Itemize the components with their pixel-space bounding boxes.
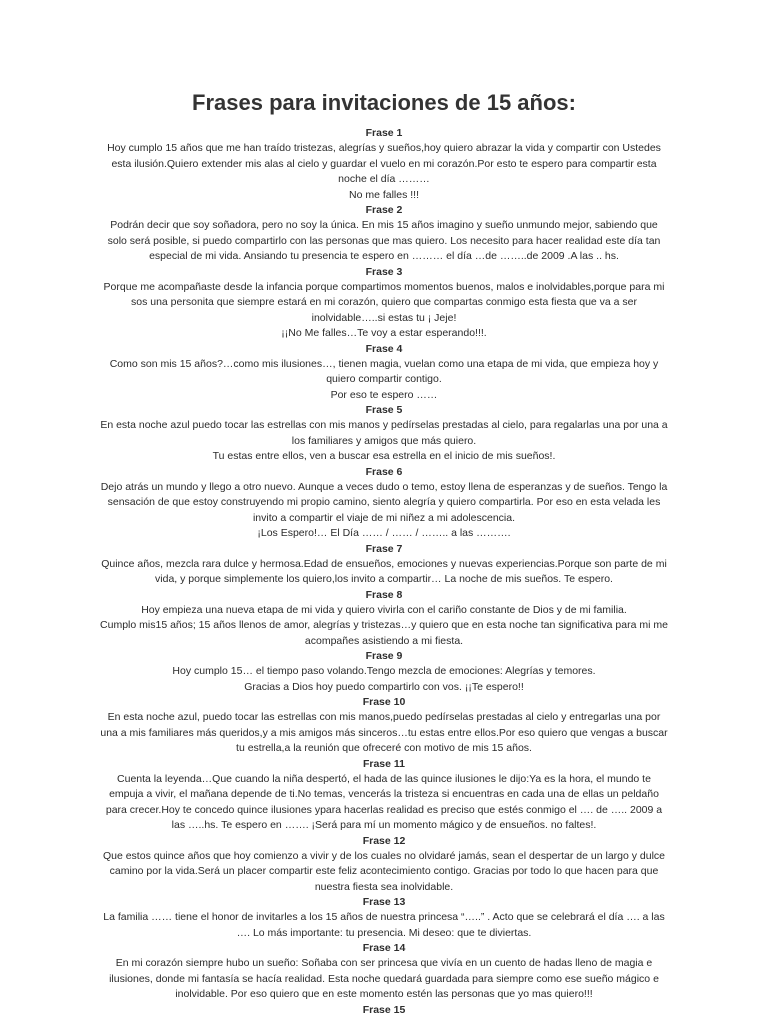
phrase-section xyxy=(100,834,668,896)
phrase-text xyxy=(100,910,668,941)
phrase-heading: Frase 2 xyxy=(365,204,403,216)
phrase-line: Como son mis 15 años?…como mis ilusiones…, tienen magia, vuelan como una etapa de mi vida, que empieza hoy y quiero compartir contigo. xyxy=(109,357,659,385)
phrase-text xyxy=(100,710,668,757)
phrases-list xyxy=(100,126,668,1018)
phrase-line: Hoy empieza una nueva etapa de mi vida y quiero vivirla con el cariño constante de Dios y de mi familia. xyxy=(141,603,627,616)
phrase-line: En mi corazón siempre hubo un sueño: Soñaba con ser princesa que vivía en un cuento de hadas lleno de magia e ilusiones, donde mi fantasía se hacía realidad. Esta noche quedará guardada para siempre como ese sueño mágico e inolvidable. Por eso quiero que en este momento estén las personas que yo mas quiero!!! xyxy=(109,957,659,1000)
phrase-line: Cumplo mis15 años; 15 años llenos de amor, alegrías y tristezas…y quiero que en esta noche tan significativa para mi me acompañes asistiendo a mi fiesta. xyxy=(100,619,668,647)
phrase-section xyxy=(100,1003,668,1018)
phrase-section xyxy=(100,403,668,465)
phrase-text xyxy=(100,603,668,650)
phrase-line: La familia …… tiene el honor de invitarles a los 15 años de nuestra princesa “…..” . Acto que se celebrará el día …. a las …. Lo más importante: tu presencia. Mi deseo: que te diviertas. xyxy=(103,911,665,939)
phrase-section xyxy=(100,895,668,941)
phrase-line: Podrán decir que soy soñadora, pero no soy la única. En mis 15 años imagino y sueño unmundo mejor, sabiendo que solo será posible, si puedo compartirlo con las personas que mas quiero. Los necesito para hacer realidad este día tan especial de mi vida. Ansiando tu presencia te espero en ……… el día …de ……..de 2009 .A las .. hs. xyxy=(107,219,661,262)
phrase-line: ¡Los Espero!… El Día …… / …… / …….. a las ………. xyxy=(257,527,511,539)
phrase-line: Gracias a Dios hoy puedo compartirlo con vos. ¡¡Te espero!! xyxy=(244,680,524,693)
phrase-section xyxy=(100,126,668,203)
phrase-heading: Frase 11 xyxy=(362,757,406,770)
phrase-section xyxy=(100,941,668,1003)
phrase-section xyxy=(100,588,668,650)
phrase-heading: Frase 14 xyxy=(362,942,406,954)
phrase-heading: Frase 6 xyxy=(365,465,403,478)
phrase-text xyxy=(100,357,668,404)
phrase-line: Que estos quince años que hoy comienzo a vivir y de los cuales no olvidaré jamás, sean el despertar de un largo y dulce camino por la vida.Será un placer compartir este feliz acontecimiento contigo. Gracias por todo lo que hacen para que nuestra fiesta sea inolvidable. xyxy=(102,849,666,893)
phrase-heading: Frase 10 xyxy=(362,696,406,708)
phrase-line: Tu estas entre ellos, ven a buscar esa estrella en el inicio de mis sueños!. xyxy=(212,450,556,462)
phrase-heading: Frase 7 xyxy=(365,542,403,555)
phrase-section xyxy=(100,542,668,588)
phrase-text xyxy=(100,664,668,695)
phrase-text xyxy=(100,557,668,588)
phrase-line: Quince años, mezcla rara dulce y hermosa.Edad de ensueños, emociones y nuevas experiencias.Porque son parte de mi vida, y porque simplemente los quiero,los invito a compartir… La noche de mis sueños. Te espero. xyxy=(101,557,667,585)
phrase-heading: Frase 8 xyxy=(365,588,403,601)
phrase-line: ¡¡No Me falles…Te voy a estar esperando!!!. xyxy=(281,327,487,339)
phrase-heading: Frase 5 xyxy=(365,404,403,416)
phrase-text xyxy=(100,956,668,1003)
phrase-line: Por eso te espero …… xyxy=(330,388,438,401)
phrase-section xyxy=(100,757,668,834)
phrase-line: Cuenta la leyenda…Que cuando la niña despertó, el hada de las quince ilusiones le dijo:Ya es la hora, el mundo te empuja a vivir, el mañana depende de ti.No temas, vencerás la tristeza si encuentras en cada una de ellas un peldaño para crecer.Hoy te concedo quince ilusiones ypara hacerlas realidad es preciso que estés conmigo el …. de ….. 2009 a las …..hs. Te espero en ……. ¡Será para mí un momento mágico y de ensueños. no faltes!. xyxy=(105,772,663,831)
phrase-section xyxy=(100,649,668,695)
phrase-section xyxy=(100,265,668,342)
phrase-text xyxy=(100,480,668,542)
phrase-line: Hoy cumplo 15… el tiempo paso volando.Tengo mezcla de emociones: Alegrías y temores. xyxy=(172,665,596,677)
page-title: Frases para invitaciones de 15 años: xyxy=(192,90,576,115)
phrase-text xyxy=(100,418,668,465)
phrase-line: Dejo atrás un mundo y llego a otro nuevo. Aunque a veces dudo o temo, estoy llena de esperanzas y de sueños. Tengo la sensación de que estoy construyendo mi propio camino, siento alegría y quiero compartirla. Por eso en esta velada les invito a compartir el viaje de mi niñez a mi adolescencia. xyxy=(100,480,668,524)
phrase-text xyxy=(100,141,668,203)
phrase-line: En esta noche azul, puedo tocar las estrellas con mis manos,puedo pedírselas prestadas al cielo y entregarlas una por una a mis familiares más queridos,y a mis amigos más sinceros…tu estas entre ellos.Por eso quiero que vengas a buscar tu estrella,a la reunión que ofreceré con motivo de mis 15 años. xyxy=(100,711,668,754)
phrase-line: No me falles !!! xyxy=(348,188,420,201)
phrase-heading: Frase 12 xyxy=(362,834,406,847)
phrase-heading: Frase 15 xyxy=(362,1003,406,1016)
phrase-heading: Frase 1 xyxy=(365,127,403,139)
phrase-section xyxy=(100,342,668,404)
phrase-heading: Frase 9 xyxy=(365,650,403,662)
phrase-heading: Frase 13 xyxy=(362,896,406,908)
phrase-text xyxy=(100,280,668,342)
phrase-line: En esta noche azul puedo tocar las estrellas con mis manos y pedírselas prestadas al cielo, para regalarlas una por una a los familiares y amigos que más quiero. xyxy=(100,419,668,447)
phrase-text xyxy=(100,218,668,265)
phrase-line: Porque me acompañaste desde la infancia porque compartimos momentos buenos, malos e inolvidables,porque para mi sos una personita que siempre estará en mi corazón, quiero que compartas conmigo esta fiesta que va a ser inolvidable…..si estas tu ¡ Jeje! xyxy=(103,280,665,324)
phrase-section xyxy=(100,465,668,542)
phrase-text xyxy=(100,772,668,834)
phrase-heading: Frase 4 xyxy=(365,342,403,355)
phrase-section xyxy=(100,695,668,757)
phrase-section xyxy=(100,203,668,265)
phrase-line: Hoy cumplo 15 años que me han traído tristezas, alegrías y sueños,hoy quiero abrazar la vida y compartir con Ustedes esta ilusión.Quiero extender mis alas al cielo y guardar el vuelo en mi corazón.Por esto te espero para compartir esta noche el día ……… xyxy=(107,142,661,185)
phrase-heading: Frase 3 xyxy=(365,265,403,278)
phrase-text xyxy=(100,849,668,896)
